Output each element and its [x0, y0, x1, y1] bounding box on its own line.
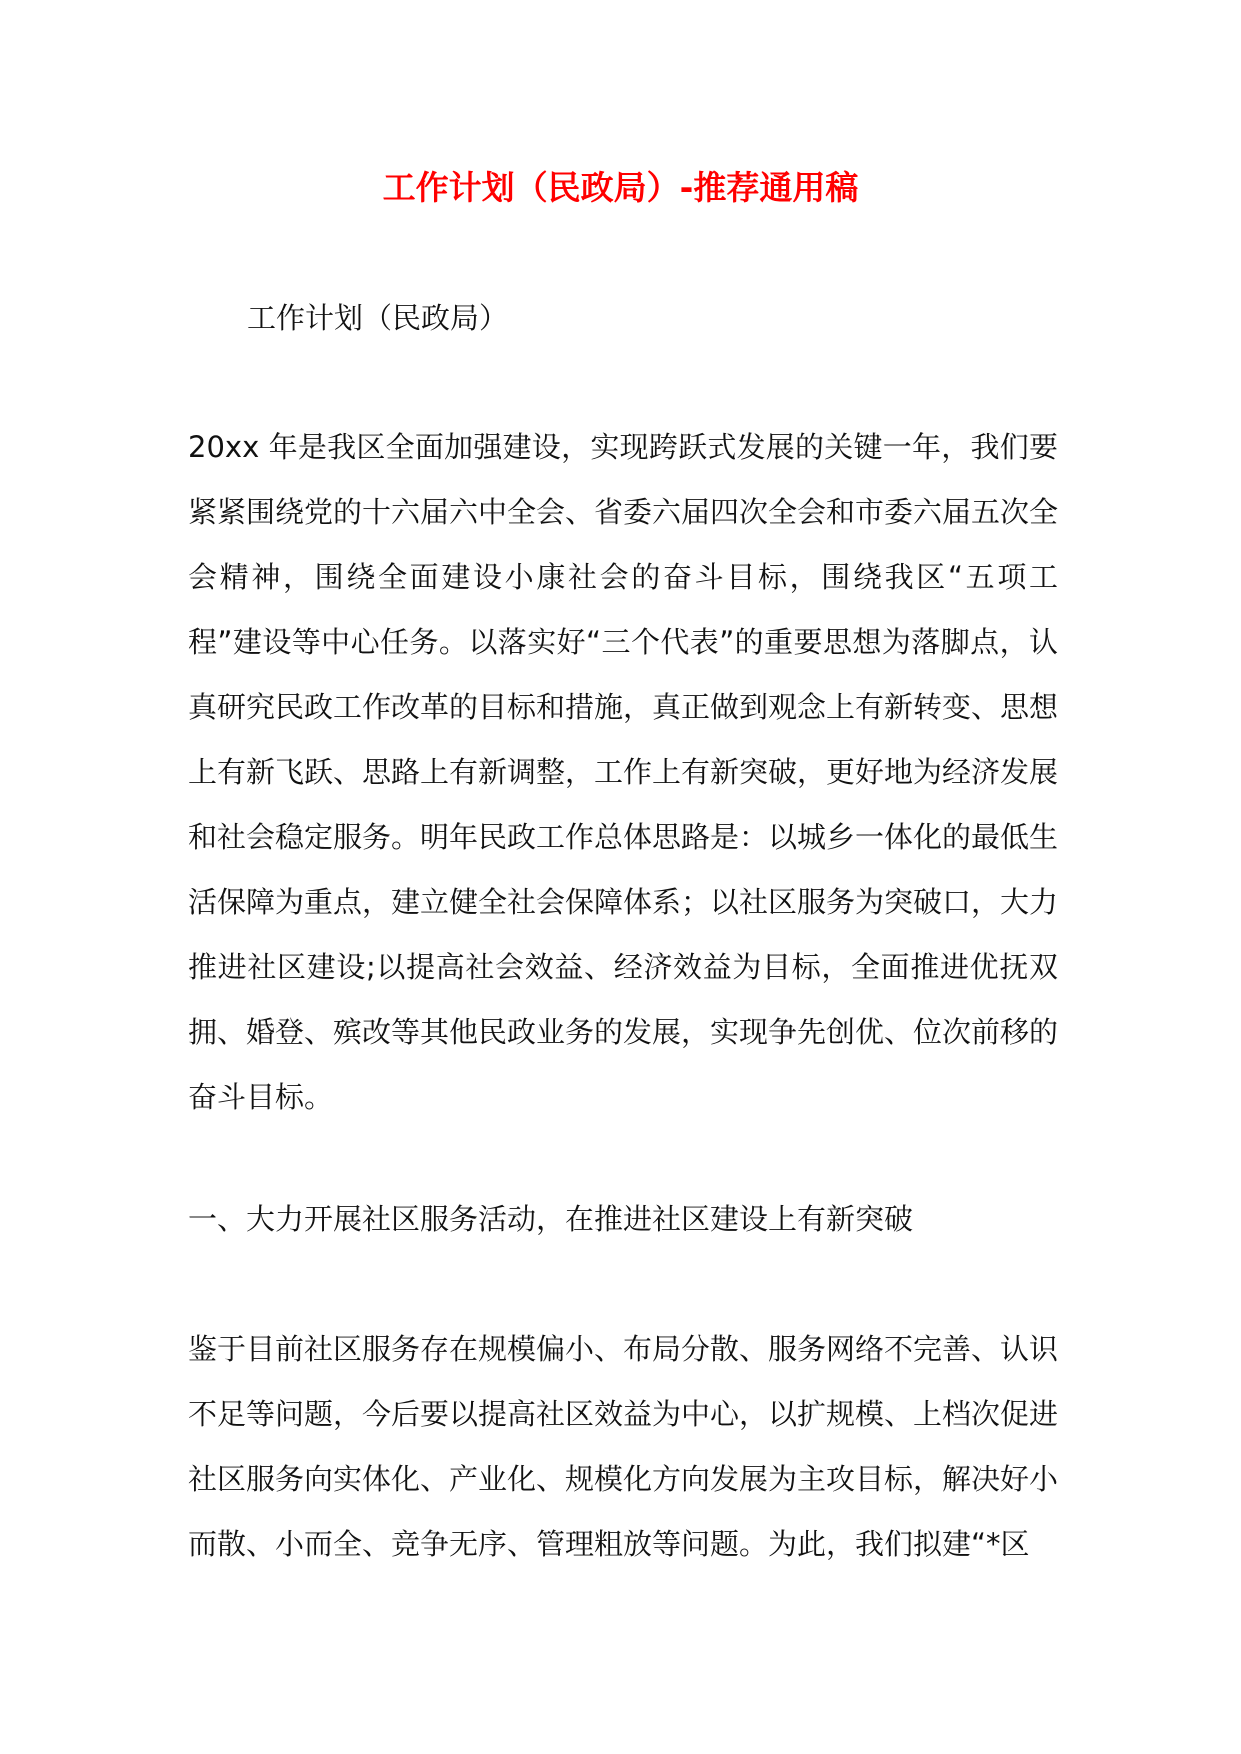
section-heading-1: 一、大力开展社区服务活动，在推进社区建设上有新突破 — [188, 1202, 914, 1236]
document-title: 工作计划（民政局）-推荐通用稿 — [382, 168, 859, 207]
paragraph-intro: 20xx 年是我区全面加强建设，实现跨跃式发展的关键一年，我们要紧紧围绕党的十六届六中全会、省委六届四次全会和市委六届五次全会精神，围绕全面建设小康社会的奋斗目标，围绕我区“五项工程”建设等中心任务。以落实好“三个代表”的重要思想为落脚点，认真研究民政工作改革的目标和措施，真正做到观念上有新转变、思想上有新飞跃、思路上有新调整，工作上有新突破，更好地为经济发展和社会稳定服务。明年民政工作总体思路是：以城乡一体化的最低生活保障为重点，建立健全社会保障体系；以社区服务为突破口，大力推进社区建设;以提高社会效益、经济效益为目标，全面推进优抚双拥、婚登、殡改等其他民政业务的发展，实现争先创优、位次前移的奋斗目标。 — [188, 430, 1059, 1114]
paragraph-section-1: 鉴于目前社区服务存在规模偏小、布局分散、服务网络不完善、认识不足等问题，今后要以提高社区效益为中心，以扩规模、上档次促进社区服务向实体化、产业化、规模化方向发展为主攻目标，解决好小而散、小而全、竞争无序、管理粗放等问题。为此，我们拟建“*区 — [188, 1332, 1059, 1561]
document-subtitle: 工作计划（民政局） — [247, 301, 509, 335]
